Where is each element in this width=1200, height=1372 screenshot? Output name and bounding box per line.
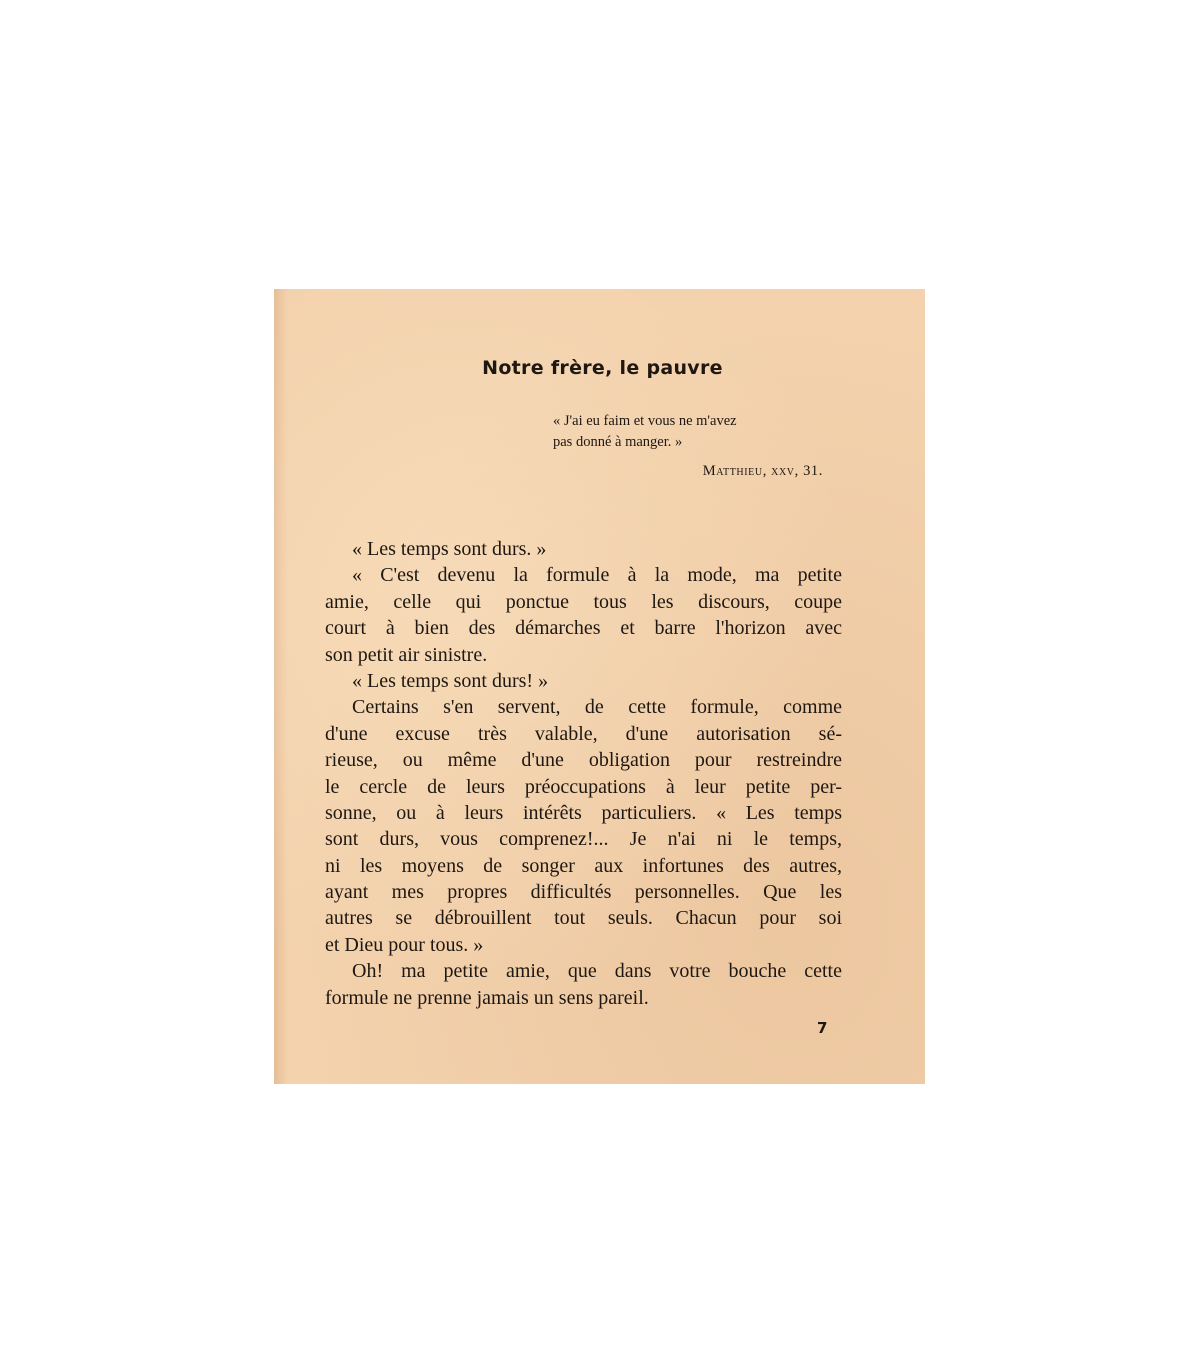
text-line: rieuse, ou même d'une obligation pour restreindre: [325, 749, 842, 772]
epigraph-line: « J'ai eu faim et vous ne m'avez: [553, 413, 737, 429]
epigraph: [553, 411, 843, 453]
text-line: le cercle de leurs préoccupations à leur petite per-: [325, 775, 842, 798]
book-page: [274, 289, 925, 1084]
chapter-title: Notre frère, le pauvre: [482, 357, 723, 379]
text-line: amie, celle qui ponctue tous les discours, coupe: [325, 590, 842, 613]
text-line: « Les temps sont durs! »: [352, 669, 549, 692]
text-line: d'une excuse très valable, d'une autorisation sé-: [325, 722, 842, 745]
text-line: formule ne prenne jamais un sens pareil.: [325, 986, 649, 1009]
body-text: [325, 536, 842, 1011]
text-line: Certains s'en servent, de cette formule, comme: [352, 696, 842, 719]
text-line: ayant mes propres difficultés personnelles. Que les: [325, 881, 842, 904]
text-line: sont durs, vous comprenez!... Je n'ai ni le temps,: [325, 828, 842, 851]
epigraph-line: pas donné à manger. »: [553, 434, 683, 450]
text-line: Oh! ma petite amie, que dans votre bouche cette: [352, 960, 842, 983]
text-line: ni les moyens de songer aux infortunes des autres,: [325, 854, 842, 877]
page-number: 7: [817, 1019, 828, 1037]
text-line: son petit air sinistre.: [325, 643, 488, 666]
text-line: « Les temps sont durs. »: [352, 538, 547, 560]
text-line: court à bien des démarches et barre l'horizon avec: [325, 617, 842, 640]
text-line: autres se débrouillent tout seuls. Chacun pour soi: [325, 907, 842, 930]
text-line: « C'est devenu la formule à la mode, ma petite: [352, 564, 842, 587]
text-line: sonne, ou à leurs intérêts particuliers. « Les temps: [325, 801, 842, 824]
epigraph-citation: Matthieu, xxv, 31.: [702, 463, 823, 479]
text-line: et Dieu pour tous. »: [325, 933, 484, 956]
